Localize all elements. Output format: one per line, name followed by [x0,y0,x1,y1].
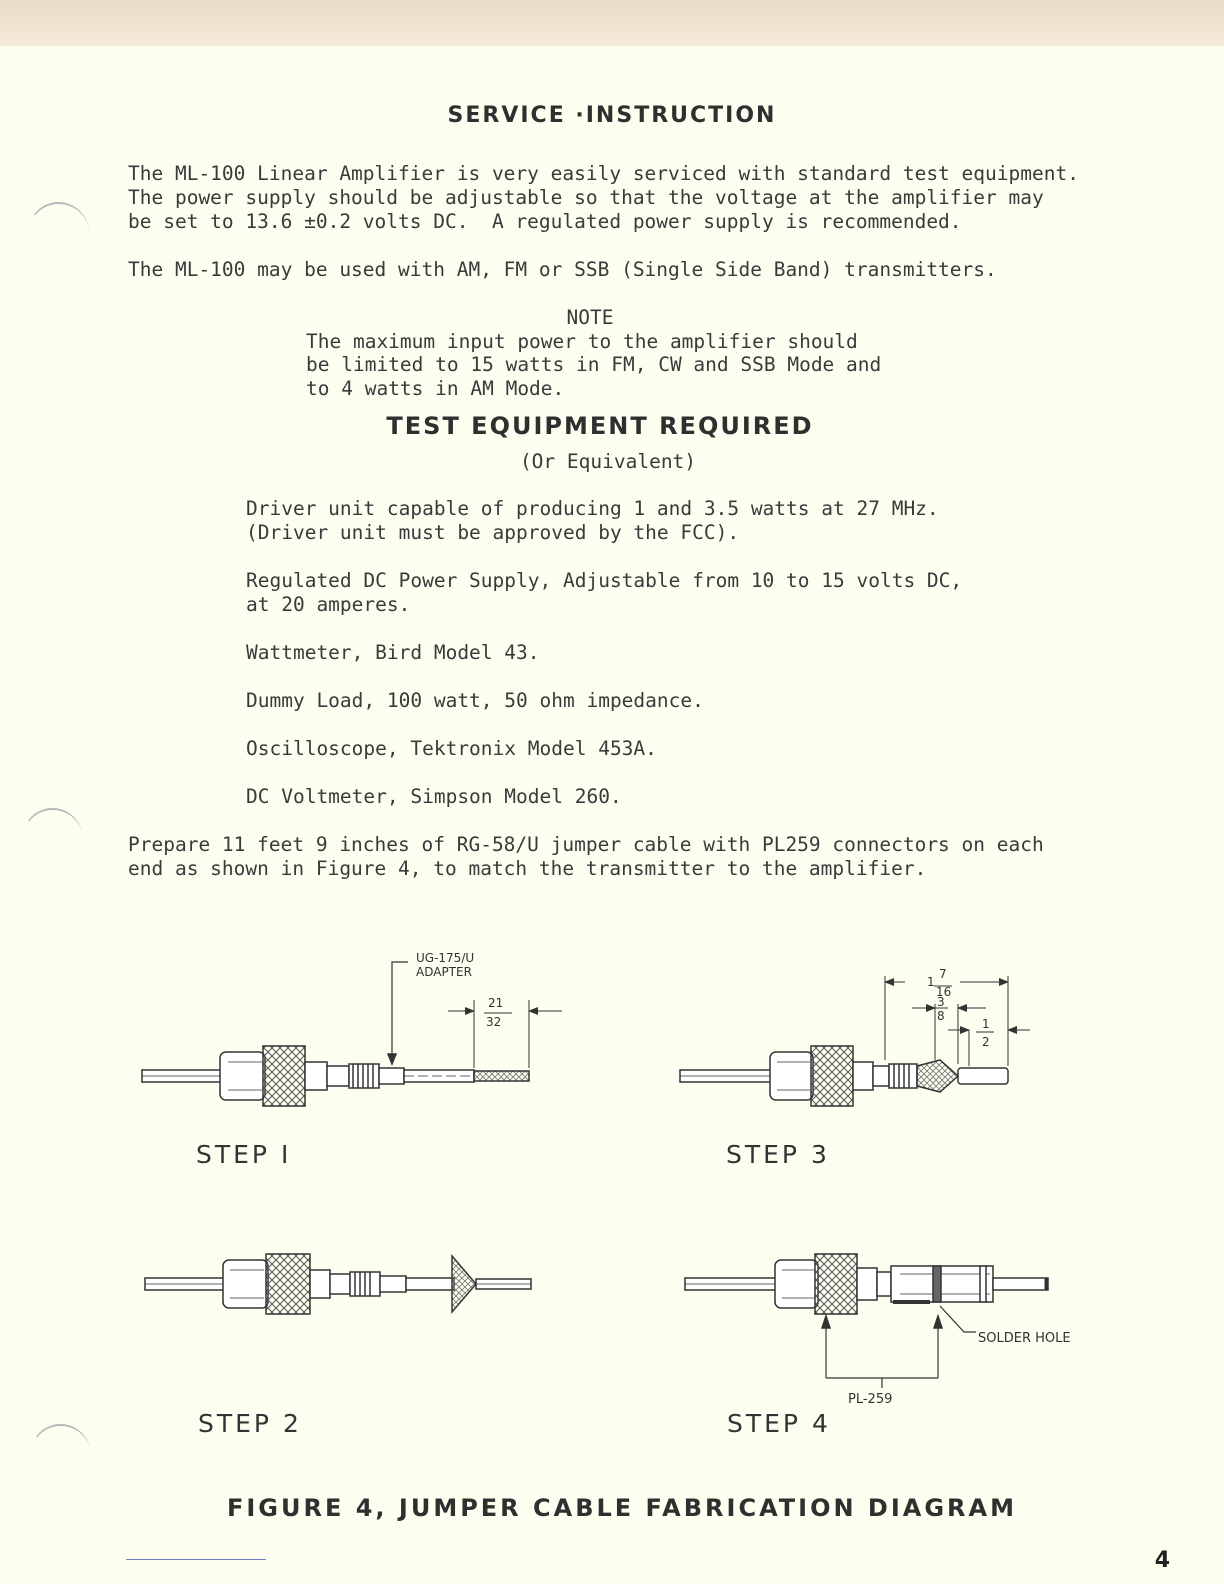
figure-caption: FIGURE 4, JUMPER CABLE FABRICATION DIAGRAM [226,1494,1017,1522]
note-line-3: to 4 watts in AM Mode. [306,377,565,400]
dim-1: 1 [927,975,935,989]
step-3-label: STEP 3 [726,1140,830,1169]
dim-7: 7 [939,967,947,981]
dim-32: 32 [486,1015,502,1029]
prepare-line-1: Prepare 11 feet 9 inches of RG-58/U jumper cable with PL259 connectors on each [128,833,1044,856]
intro-paragraph-2: The ML-100 may be used with AM, FM or SSB (Single Side Band) transmitters. [128,258,997,281]
solder-hole-label: SOLDER HOLE [978,1331,1071,1346]
step1-adapter-threads [349,1064,379,1088]
step1-connector [142,962,562,1106]
step-4-label: STEP 4 [727,1409,831,1438]
equipment-item-driver-2: (Driver unit must be approved by the FCC). [246,521,740,544]
equipment-item-wattmeter: Wattmeter, Bird Model 43. [246,641,540,664]
step3-connector [680,976,1030,1106]
equipment-item-voltmeter: DC Voltmeter, Simpson Model 260. [246,785,622,808]
dim-21: 21 [488,996,504,1010]
step4-connector [685,1254,1048,1388]
intro-line-1: The ML-100 Linear Amplifier is very easily serviced with standard test equipment. [128,162,1079,185]
pl259-label: PL-259 [848,1392,893,1407]
dim-half-denominator: 2 [982,1035,990,1049]
test-equipment-subheading: (Or Equivalent) [519,450,697,473]
step-2-label: STEP 2 [198,1409,302,1438]
step2-connector [145,1254,531,1314]
equipment-item-power-1: Regulated DC Power Supply, Adjustable from 10 to 15 volts DC, [246,569,963,592]
test-equipment-heading: TEST EQUIPMENT REQUIRED [386,412,814,440]
adapter-label-line-2: ADAPTER [416,965,472,979]
adapter-label-line-1: UG-175/U [416,951,475,965]
note-line-1: The maximum input power to the amplifier should [306,330,858,353]
intro-line-3: be set to 13.6 ±0.2 volts DC. A regulated power supply is recommended. [128,210,962,233]
footer-rule [126,1559,266,1560]
prepare-line-2: end as shown in Figure 4, to match the transmitter to the amplifier. [128,857,927,880]
equipment-item-power-2: at 20 amperes. [246,593,411,616]
dim-16: 16 [936,985,952,999]
equipment-item-dummy-load: Dummy Load, 100 watt, 50 ohm impedance. [246,689,704,712]
intro-line-2: The power supply should be adjustable so that the voltage at the amplifier may [128,186,1044,209]
page-number: 4 [1154,1548,1170,1573]
dim-8: 8 [937,1009,945,1023]
equipment-item-oscilloscope: Oscilloscope, Tektronix Model 453A. [246,737,657,760]
dim-3: 3 [937,995,945,1009]
dim-half-numerator: 1 [982,1017,990,1031]
note-heading: NOTE [566,306,614,329]
page-title: SERVICE ·INSTRUCTION [447,103,777,128]
step-1-label: STEP I [196,1140,292,1169]
equipment-item-driver-1: Driver unit capable of producing 1 and 3.5 watts at 27 MHz. [246,497,939,520]
note-line-2: be limited to 15 watts in FM, CW and SSB Mode and [306,353,882,376]
